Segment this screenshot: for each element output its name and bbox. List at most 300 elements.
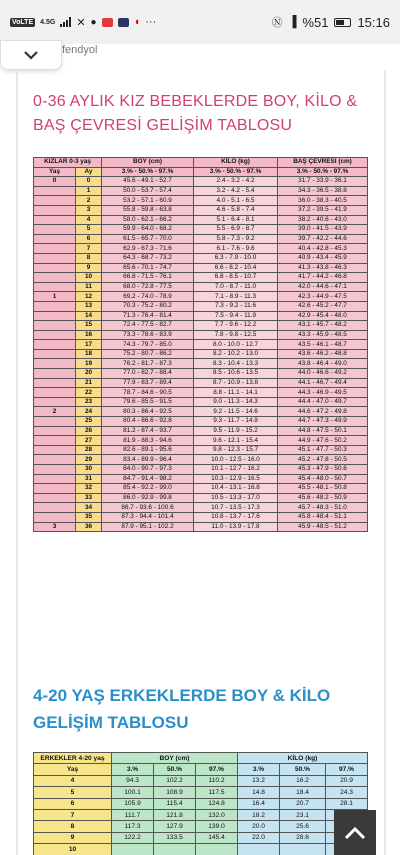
table-row <box>34 465 368 475</box>
age-month-cell: 13 <box>76 301 102 311</box>
weight-p97-cell: 20.9 <box>326 775 368 786</box>
table-row <box>34 244 368 254</box>
head-circ-cell: 45.3 - 47.9 - 50.6 <box>278 465 368 475</box>
head-circ-cell: 45.7 - 48.3 - 51.0 <box>278 503 368 513</box>
head-circ-cell: 42.0 - 44.6 - 47.1 <box>278 282 368 292</box>
boys-section-title: 4-20 YAŞ ERKEKLERDE BOY & KİLO GELİŞİM TABLOSU <box>33 686 331 732</box>
girls-sub-ay: Ay <box>76 167 102 177</box>
status-right <box>272 14 390 30</box>
height-p50-cell <box>154 844 196 855</box>
head-circ-cell: 43.5 - 46.1 - 48.7 <box>278 340 368 350</box>
weight-p3-cell: 14.8 <box>238 787 280 798</box>
weight-cell: 5.5 - 6.9 - 8.7 <box>194 225 278 235</box>
age-year-cell <box>34 465 76 475</box>
height-cell: 86.0 - 92.9 - 99.8 <box>102 493 194 503</box>
vodafone-icon: ◖ <box>133 16 141 28</box>
age-month-cell: 35 <box>76 512 102 522</box>
clock: 15:16 <box>357 14 390 30</box>
age-year-cell: 1 <box>34 292 76 302</box>
head-circ-cell: 45.8 - 48.4 - 51.1 <box>278 512 368 522</box>
height-cell: 53.2 - 57.1 - 60.9 <box>102 196 194 206</box>
height-p3-cell <box>112 844 154 855</box>
head-circ-cell: 31.7 - 33.9 - 36.1 <box>278 177 368 187</box>
weight-p3-cell: 20.0 <box>238 821 280 832</box>
chevron-down-icon <box>23 50 39 60</box>
head-circ-cell: 37.2 - 39.5 - 41.9 <box>278 205 368 215</box>
height-cell: 81.2 - 87.4 - 93.7 <box>102 426 194 436</box>
weight-cell: 10.0 - 12.5 - 16.0 <box>194 455 278 465</box>
head-circ-cell: 39.0 - 41.5 - 43.9 <box>278 225 368 235</box>
weight-cell: 8.0 - 10.0 - 12.7 <box>194 340 278 350</box>
height-cell: 84.7 - 91.4 - 98.2 <box>102 474 194 484</box>
weight-cell: 9.8 - 12.3 - 15.7 <box>194 445 278 455</box>
boys-sub-col: 50.% <box>154 764 196 775</box>
table-row <box>34 512 368 522</box>
weight-cell: 8.3 - 10.4 - 13.3 <box>194 359 278 369</box>
height-cell: 80.3 - 86.4 - 92.5 <box>102 407 194 417</box>
height-p97-cell: 117.5 <box>196 787 238 798</box>
table-row <box>34 215 368 225</box>
table-row <box>34 273 368 283</box>
height-cell: 77.0 - 82.7 - 88.4 <box>102 369 194 379</box>
boys-header-kilo: KİLO (kg) <box>238 753 368 764</box>
table-row <box>34 493 368 503</box>
weight-p3-cell: 18.2 <box>238 809 280 820</box>
height-p50-cell: 121.8 <box>154 809 196 820</box>
age-month-cell: 10 <box>76 273 102 283</box>
table-row <box>34 340 368 350</box>
table-row <box>34 844 368 855</box>
height-p50-cell: 115.4 <box>154 798 196 809</box>
height-cell: 82.6 - 89.1 - 95.6 <box>102 445 194 455</box>
height-p97-cell: 139.0 <box>196 821 238 832</box>
height-p3-cell: 105.9 <box>112 798 154 809</box>
weight-p3-cell: 16.4 <box>238 798 280 809</box>
height-cell: 45.6 - 49.1 - 52.7 <box>102 177 194 187</box>
table-row <box>34 205 368 215</box>
height-cell: 80.4 - 86.6 - 92.8 <box>102 417 194 427</box>
age-year-cell <box>34 378 76 388</box>
weight-cell: 6.1 - 7.6 - 9.6 <box>194 244 278 254</box>
age-month-cell: 16 <box>76 330 102 340</box>
age-month-cell: 20 <box>76 369 102 379</box>
height-p50-cell: 108.9 <box>154 787 196 798</box>
age-month-cell: 8 <box>76 253 102 263</box>
age-cell: 8 <box>34 821 112 832</box>
height-p97-cell: 124.8 <box>196 798 238 809</box>
boys-header-group: ERKEKLER 4-20 yaş <box>34 753 112 764</box>
age-year-cell <box>34 234 76 244</box>
boys-growth-table <box>33 752 368 855</box>
height-cell: 85.4 - 92.2 - 99.0 <box>102 484 194 494</box>
weight-p97-cell: 28.1 <box>326 798 368 809</box>
weight-cell: 9.6 - 12.1 - 15.4 <box>194 436 278 446</box>
weight-cell: 10.7 - 13.5 - 17.3 <box>194 503 278 513</box>
weight-cell: 6.3 - 7.9 - 10.0 <box>194 253 278 263</box>
weight-cell: 10.5 - 13.3 - 17.0 <box>194 493 278 503</box>
head-circ-cell: 44.3 - 46.9 - 49.5 <box>278 388 368 398</box>
boys-sub-col: 3.% <box>238 764 280 775</box>
head-circ-cell: 43.8 - 46.4 - 49.0 <box>278 359 368 369</box>
table-row <box>34 388 368 398</box>
table-row <box>34 196 368 206</box>
table-row <box>34 787 368 798</box>
head-circ-cell: 43.6 - 46.2 - 48.8 <box>278 349 368 359</box>
boys-sub-col: 97.% <box>196 764 238 775</box>
head-circ-cell: 42.6 - 45.2 - 47.7 <box>278 301 368 311</box>
height-cell: 72.4 - 77.5 - 82.7 <box>102 321 194 331</box>
age-month-cell: 9 <box>76 263 102 273</box>
age-year-cell: 2 <box>34 407 76 417</box>
toc-toggle-button[interactable] <box>0 40 62 70</box>
girls-header-kilo: KİLO (kg) <box>194 158 278 168</box>
age-year-cell <box>34 340 76 350</box>
height-cell: 50.0 - 53.7 - 57.4 <box>102 186 194 196</box>
age-year-cell <box>34 349 76 359</box>
boys-header-boy: BOY (cm) <box>112 753 238 764</box>
age-cell: 5 <box>34 787 112 798</box>
head-circ-cell: 44.1 - 46.7 - 49.4 <box>278 378 368 388</box>
height-cell: 76.2 - 81.7 - 87.3 <box>102 359 194 369</box>
girls-header-boy: BOY (cm) <box>102 158 194 168</box>
head-circ-cell: 34.3 - 36.5 - 38.8 <box>278 186 368 196</box>
table-row <box>34 359 368 369</box>
age-year-cell <box>34 493 76 503</box>
table-row <box>34 455 368 465</box>
age-year-cell <box>34 253 76 263</box>
weight-cell: 7.7 - 9.6 - 12.2 <box>194 321 278 331</box>
weight-p3-cell <box>238 844 280 855</box>
age-month-cell: 21 <box>76 378 102 388</box>
boys-sub-col: 3.% <box>112 764 154 775</box>
head-circ-cell: 45.4 - 48.0 - 50.7 <box>278 474 368 484</box>
age-month-cell: 6 <box>76 234 102 244</box>
table-row <box>34 503 368 513</box>
table-row <box>34 436 368 446</box>
chevron-up-icon <box>343 825 367 841</box>
age-month-cell: 26 <box>76 426 102 436</box>
height-cell: 77.9 - 83.7 - 89.4 <box>102 378 194 388</box>
age-cell: 9 <box>34 832 112 843</box>
vibrate-icon: ▐ <box>288 16 297 28</box>
head-circ-cell: 43.1 - 45.7 - 48.2 <box>278 321 368 331</box>
table-row <box>34 397 368 407</box>
weight-cell: 7.0 - 8.7 - 11.0 <box>194 282 278 292</box>
table-row <box>34 225 368 235</box>
table-row <box>34 809 368 820</box>
girls-header-row <box>34 158 368 168</box>
table-row <box>34 321 368 331</box>
table-row <box>34 349 368 359</box>
weight-cell: 8.8 - 11.1 - 14.1 <box>194 388 278 398</box>
height-cell: 59.9 - 64.0 - 68.2 <box>102 225 194 235</box>
height-cell: 66.8 - 71.5 - 76.1 <box>102 273 194 283</box>
age-month-cell: 2 <box>76 196 102 206</box>
age-year-cell <box>34 244 76 254</box>
boys-sub-col: 97.% <box>326 764 368 775</box>
height-p97-cell <box>196 844 238 855</box>
age-year-cell <box>34 445 76 455</box>
head-circ-cell: 40.9 - 43.4 - 45.9 <box>278 253 368 263</box>
girls-sub-pct-kilo: 3.% - 50.% - 97.% <box>194 167 278 177</box>
weight-cell: 7.1 - 8.9 - 11.3 <box>194 292 278 302</box>
weight-p50-cell: 25.6 <box>280 821 326 832</box>
height-p50-cell: 133.5 <box>154 832 196 843</box>
girls-growth-table <box>33 157 368 532</box>
age-month-cell: 33 <box>76 493 102 503</box>
table-row <box>34 821 368 832</box>
age-month-cell: 7 <box>76 244 102 254</box>
age-year-cell <box>34 205 76 215</box>
age-year-cell <box>34 359 76 369</box>
age-month-cell: 36 <box>76 522 102 532</box>
age-year-cell <box>34 186 76 196</box>
height-cell: 86.7 - 93.6 - 100.6 <box>102 503 194 513</box>
age-month-cell: 25 <box>76 417 102 427</box>
age-month-cell: 12 <box>76 292 102 302</box>
age-month-cell: 27 <box>76 436 102 446</box>
boys-table-body <box>34 753 368 855</box>
weight-cell: 4.0 - 5.1 - 6.5 <box>194 196 278 206</box>
age-month-cell: 24 <box>76 407 102 417</box>
table-row <box>34 253 368 263</box>
age-cell: 7 <box>34 809 112 820</box>
head-circ-cell: 44.7 - 47.3 - 49.9 <box>278 417 368 427</box>
girls-header-group: KIZLAR 0-3 yaş <box>34 158 102 168</box>
missed-call-icon: ✕ <box>76 16 86 29</box>
weight-p50-cell: 16.2 <box>280 775 326 786</box>
boys-header-row <box>34 753 368 764</box>
scroll-to-top-button[interactable] <box>334 810 376 855</box>
age-year-cell <box>34 369 76 379</box>
table-row <box>34 426 368 436</box>
head-circ-cell: 38.2 - 40.6 - 43.0 <box>278 215 368 225</box>
age-year-cell <box>34 436 76 446</box>
age-year-cell <box>34 388 76 398</box>
height-cell: 79.6 - 85.5 - 91.5 <box>102 397 194 407</box>
girls-subheader-row <box>34 167 368 177</box>
height-p3-cell: 100.1 <box>112 787 154 798</box>
age-year-cell <box>34 282 76 292</box>
table-row <box>34 330 368 340</box>
height-cell: 71.3 - 76.4 - 81.4 <box>102 311 194 321</box>
age-year-cell <box>34 474 76 484</box>
age-year-cell <box>34 330 76 340</box>
age-month-cell: 3 <box>76 205 102 215</box>
battery-icon <box>334 18 351 27</box>
age-month-cell: 5 <box>76 225 102 235</box>
weight-cell: 10.3 - 12.9 - 16.5 <box>194 474 278 484</box>
age-month-cell: 32 <box>76 484 102 494</box>
boys-sub-col: 50.% <box>280 764 326 775</box>
volte-icon: VoLTE <box>12 18 34 26</box>
table-row <box>34 484 368 494</box>
head-circ-cell: 45.6 - 48.2 - 50.9 <box>278 493 368 503</box>
table-row <box>34 417 368 427</box>
weight-cell: 8.2 - 10.2 - 13.0 <box>194 349 278 359</box>
age-month-cell: 4 <box>76 215 102 225</box>
battery-percent: %51 <box>302 14 329 30</box>
height-p3-cell: 94.3 <box>112 775 154 786</box>
height-p50-cell: 127.9 <box>154 821 196 832</box>
age-month-cell: 11 <box>76 282 102 292</box>
table-row <box>34 832 368 843</box>
age-month-cell: 29 <box>76 455 102 465</box>
age-year-cell <box>34 311 76 321</box>
age-year-cell <box>34 426 76 436</box>
head-circ-cell: 44.9 - 47.6 - 50.2 <box>278 436 368 446</box>
height-cell: 83.4 - 89.9 - 96.4 <box>102 455 194 465</box>
site-label: fendyol <box>62 44 98 56</box>
table-row <box>34 311 368 321</box>
app-icon-red <box>102 18 113 27</box>
age-year-cell: 0 <box>34 177 76 187</box>
table-row <box>34 775 368 786</box>
height-cell: 84.0 - 90.7 - 97.3 <box>102 465 194 475</box>
table-row <box>34 378 368 388</box>
age-month-cell: 30 <box>76 465 102 475</box>
weight-cell: 5.1 - 6.4 - 8.1 <box>194 215 278 225</box>
height-cell: 75.2 - 80.7 - 86.2 <box>102 349 194 359</box>
girls-section-title: 0-36 AYLIK KIZ BEBEKLERDE BOY, KİLO & BAŞ ÇEVRESİ GELİŞİM TABLOSU <box>33 93 358 134</box>
height-p3-cell: 122.2 <box>112 832 154 843</box>
height-cell: 62.9 - 67.3 - 71.6 <box>102 244 194 254</box>
signal-icon <box>60 17 71 27</box>
table-row <box>34 407 368 417</box>
age-year-cell <box>34 263 76 273</box>
table-row <box>34 474 368 484</box>
age-year-cell <box>34 301 76 311</box>
age-month-cell: 18 <box>76 349 102 359</box>
weight-p3-cell: 13.2 <box>238 775 280 786</box>
weight-p50-cell: 23.1 <box>280 809 326 820</box>
app-icon-dark <box>118 18 129 27</box>
head-circ-cell: 42.9 - 45.4 - 48.0 <box>278 311 368 321</box>
table-row <box>34 177 368 187</box>
weight-cell: 8.5 - 10.6 - 13.5 <box>194 369 278 379</box>
weight-p50-cell: 28.6 <box>280 832 326 843</box>
age-cell: 4 <box>34 775 112 786</box>
head-circ-cell: 40.4 - 42.8 - 45.3 <box>278 244 368 254</box>
height-p97-cell: 132.0 <box>196 809 238 820</box>
age-month-cell: 0 <box>76 177 102 187</box>
table-row <box>34 292 368 302</box>
age-year-cell <box>34 484 76 494</box>
age-month-cell: 19 <box>76 359 102 369</box>
height-cell: 61.5 - 65.7 - 70.0 <box>102 234 194 244</box>
boys-sub-yas: Yaş <box>34 764 112 775</box>
age-month-cell: 1 <box>76 186 102 196</box>
height-p3-cell: 117.3 <box>112 821 154 832</box>
weight-cell: 8.7 - 10.9 - 13.8 <box>194 378 278 388</box>
age-year-cell <box>34 273 76 283</box>
weight-cell: 5.8 - 7.3 - 9.2 <box>194 234 278 244</box>
head-circ-cell: 44.4 - 47.0 - 49.7 <box>278 397 368 407</box>
table-row <box>34 234 368 244</box>
height-cell: 69.2 - 74.0 - 78.9 <box>102 292 194 302</box>
age-cell: 6 <box>34 798 112 809</box>
weight-cell: 9.2 - 11.5 - 14.6 <box>194 407 278 417</box>
weight-cell: 9.0 - 11.3 - 14.3 <box>194 397 278 407</box>
age-year-cell <box>34 196 76 206</box>
content-border-left <box>16 70 18 855</box>
girls-header-bas: BAŞ ÇEVRESİ (cm) <box>278 158 368 168</box>
weight-cell: 7.5 - 9.4 - 11.9 <box>194 311 278 321</box>
head-circ-cell: 44.0 - 46.6 - 49.2 <box>278 369 368 379</box>
status-left <box>10 16 156 29</box>
age-month-cell: 31 <box>76 474 102 484</box>
girls-table-body <box>34 158 368 532</box>
nfc-icon: Ⓝ <box>271 17 283 29</box>
head-circ-cell: 45.9 - 48.5 - 51.2 <box>278 522 368 532</box>
height-cell: 65.6 - 70.1 - 74.7 <box>102 263 194 273</box>
age-year-cell: 3 <box>34 522 76 532</box>
weight-p50-cell: 18.4 <box>280 787 326 798</box>
height-cell: 81.9 - 88.3 - 94.6 <box>102 436 194 446</box>
age-month-cell: 17 <box>76 340 102 350</box>
age-cell: 10 <box>34 844 112 855</box>
height-cell: 58.0 - 62.1 - 66.2 <box>102 215 194 225</box>
age-year-cell <box>34 321 76 331</box>
head-circ-cell: 45.2 - 47.8 - 50.5 <box>278 455 368 465</box>
age-year-cell <box>34 503 76 513</box>
head-circ-cell: 45.5 - 48.1 - 50.8 <box>278 484 368 494</box>
weight-p3-cell: 22.0 <box>238 832 280 843</box>
weight-cell: 10.8 - 13.7 - 17.6 <box>194 512 278 522</box>
age-year-cell <box>34 215 76 225</box>
weight-p50-cell: 20.7 <box>280 798 326 809</box>
table-row <box>34 445 368 455</box>
height-p97-cell: 110.2 <box>196 775 238 786</box>
weight-cell: 2.4 - 3.2 - 4.2 <box>194 177 278 187</box>
table-row <box>34 369 368 379</box>
weight-cell: 11.0 - 13.9 - 17.8 <box>194 522 278 532</box>
table-row <box>34 522 368 532</box>
weight-cell: 10.4 - 13.1 - 16.8 <box>194 484 278 494</box>
height-p97-cell: 145.4 <box>196 832 238 843</box>
more-notifications-icon: ··· <box>145 16 157 28</box>
head-circ-cell: 44.6 - 47.2 - 49.8 <box>278 407 368 417</box>
age-month-cell: 22 <box>76 388 102 398</box>
age-year-cell <box>34 512 76 522</box>
notification-icon: ● <box>90 16 97 28</box>
weight-cell: 7.8 - 9.8 - 12.5 <box>194 330 278 340</box>
weight-cell: 4.6 - 5.8 - 7.4 <box>194 205 278 215</box>
network-type: 4.5G <box>40 18 56 26</box>
table-row <box>34 798 368 809</box>
height-cell: 70.3 - 75.2 - 80.2 <box>102 301 194 311</box>
weight-cell: 6.6 - 8.2 - 10.4 <box>194 263 278 273</box>
table-row <box>34 186 368 196</box>
head-circ-cell: 42.3 - 44.9 - 47.5 <box>278 292 368 302</box>
girls-sub-yas: Yaş <box>34 167 76 177</box>
boys-subheader-row <box>34 764 368 775</box>
height-cell: 74.3 - 79.7 - 85.0 <box>102 340 194 350</box>
weight-cell: 7.3 - 9.2 - 11.6 <box>194 301 278 311</box>
weight-cell: 3.2 - 4.2 - 5.4 <box>194 186 278 196</box>
age-year-cell <box>34 417 76 427</box>
age-year-cell <box>34 455 76 465</box>
head-circ-cell: 41.7 - 44.2 - 46.8 <box>278 273 368 283</box>
age-month-cell: 23 <box>76 397 102 407</box>
height-cell: 64.3 - 68.7 - 73.2 <box>102 253 194 263</box>
height-p50-cell: 102.2 <box>154 775 196 786</box>
height-p3-cell: 111.7 <box>112 809 154 820</box>
age-month-cell: 15 <box>76 321 102 331</box>
girls-sub-pct-boy: 3.% - 50.% - 97.% <box>102 167 194 177</box>
age-year-cell <box>34 397 76 407</box>
table-row <box>34 263 368 273</box>
